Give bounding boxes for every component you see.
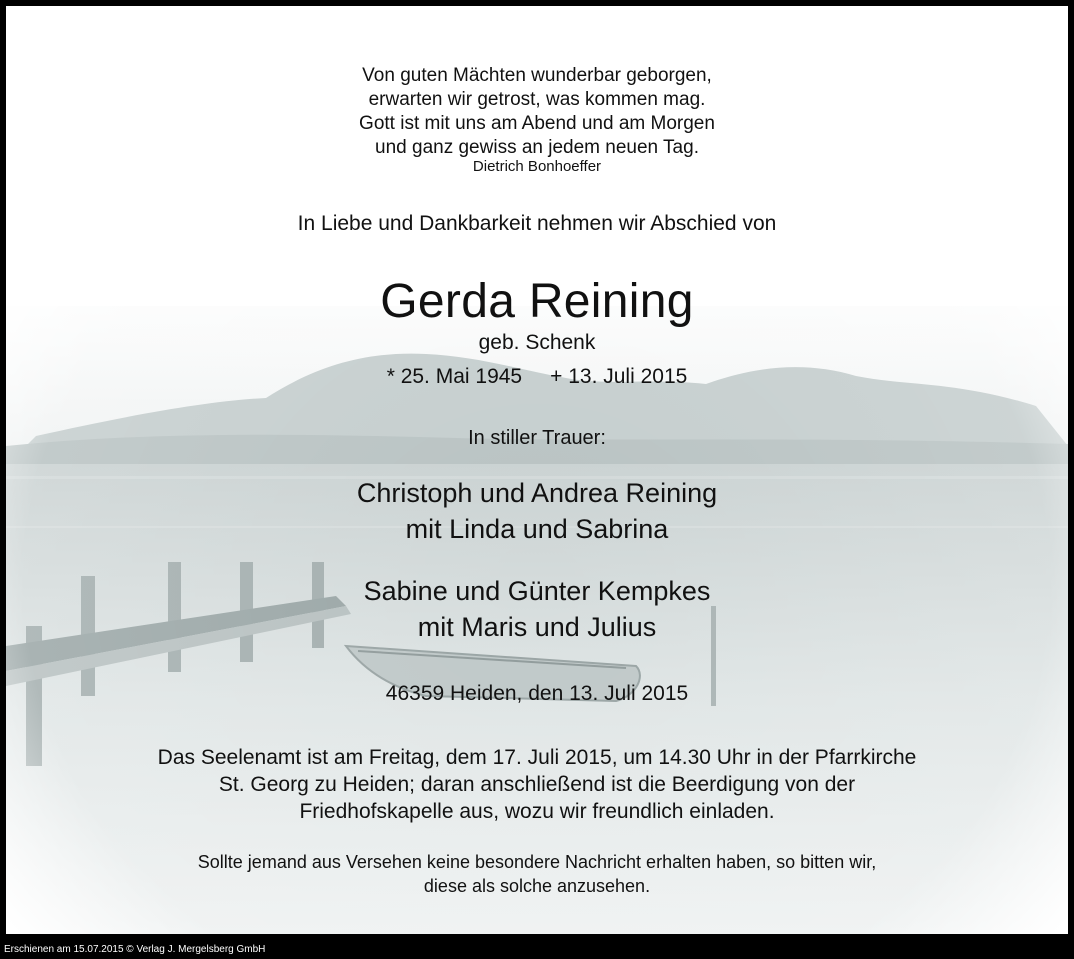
maiden-name: geb. Schenk <box>478 331 596 354</box>
deceased-name: Gerda Reining <box>380 275 694 328</box>
family-1-line-2: mit Linda und Sabrina <box>405 514 669 544</box>
publication-footer: Erschienen am 15.07.2015 © Verlag J. Mergelsberg GmbH <box>4 944 266 955</box>
service-line-3: Friedhofskapelle aus, wozu wir freundlich einladen. <box>299 800 775 823</box>
obituary-text <box>6 6 1068 934</box>
note-line-2: diese als solche anzusehen. <box>423 876 651 896</box>
verse-line-1: Von guten Mächten wunderbar geborgen, <box>362 65 712 86</box>
life-dates <box>6 365 1068 389</box>
verse-line-2: erwarten wir getrost, was kommen mag. <box>368 89 706 110</box>
service-line-1: Das Seelenamt ist am Freitag, dem 17. Juli 2015, um 14.30 Uhr in der Pfarrkirche <box>157 746 917 769</box>
family-1-line-1: Christoph und Andrea Reining <box>356 478 718 508</box>
verse-author: Dietrich Bonhoeffer <box>472 158 602 175</box>
intro-text: In Liebe und Dankbarkeit nehmen wir Abschied von <box>297 212 777 235</box>
verse-line-3: Gott ist mit uns am Abend und am Morgen <box>359 113 715 134</box>
obituary-card <box>6 6 1068 934</box>
service-line-2: St. Georg zu Heiden; daran anschließend ist die Beerdigung von der <box>218 773 856 796</box>
note-line-1: Sollte jemand aus Versehen keine besondere Nachricht erhalten haben, so bitten wir, <box>197 852 877 872</box>
mourning-label: In stiller Trauer: <box>468 427 606 449</box>
place-date: 46359 Heiden, den 13. Juli 2015 <box>385 682 689 705</box>
birth-date: * 25. Mai 1945 <box>386 365 523 388</box>
death-date: + 13. Juli 2015 <box>550 365 688 388</box>
verse-line-4: und ganz gewiss an jedem neuen Tag. <box>375 137 699 158</box>
family-2-line-1: Sabine und Günter Kempkes <box>363 576 711 606</box>
family-2-line-2: mit Maris und Julius <box>417 612 657 642</box>
